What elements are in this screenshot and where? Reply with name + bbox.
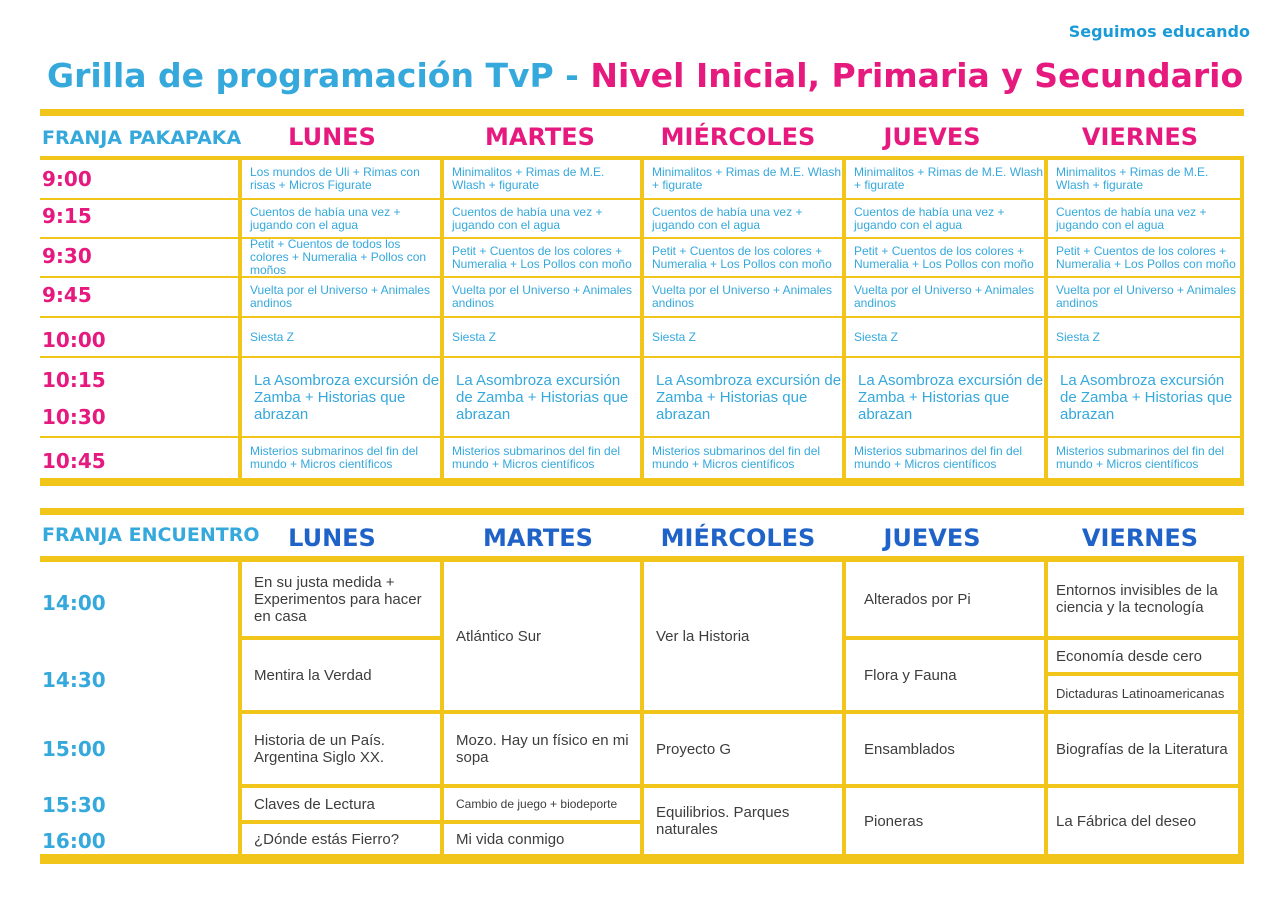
title-part-2: Nivel Inicial, Primaria y Secundario <box>590 56 1244 95</box>
program-cell <box>846 358 1044 436</box>
program-title: Cuentos de había una vez + jugando con el agua <box>250 204 401 232</box>
program-cell <box>644 714 842 784</box>
program-title: Vuelta por el Universo + Animales andinos <box>652 283 832 310</box>
program-title: Cuentos de había una vez + jugando con el agua <box>1056 204 1207 232</box>
program-title: Siesta Z <box>854 329 899 344</box>
program-cell <box>242 239 440 276</box>
program-cell <box>644 200 842 237</box>
program-title: La Asombroza excursión de Zamba + Historias que abrazan <box>858 371 1044 423</box>
pakapaka-time: 10:45 <box>42 449 106 473</box>
program-cell <box>1048 788 1238 854</box>
program-cell <box>444 824 640 854</box>
program-title: Minimalitos + Rimas de M.E. Wlash + figurate <box>652 165 842 192</box>
title-part-1: Grilla de programación TvP - <box>47 56 591 95</box>
program-cell <box>1048 239 1240 276</box>
program-title: Minimalitos + Rimas de M.E. Wlash + figurate <box>452 165 605 192</box>
encuentro-time: 16:00 <box>42 829 106 853</box>
program-title: La Asombroza excursión de Zamba + Historias que abrazan <box>456 371 629 423</box>
program-cell <box>242 714 440 784</box>
program-cell <box>444 562 640 710</box>
program-title: Cuentos de había una vez + jugando con el agua <box>854 204 1005 232</box>
program-cell <box>1048 676 1238 710</box>
program-cell <box>644 278 842 316</box>
program-title: La Asombroza excursión de Zamba + Historias que abrazan <box>656 371 842 423</box>
program-cell <box>444 200 640 237</box>
program-title: Petit + Cuentos de los colores + Numeralia + Los Pollos con moño <box>1056 243 1236 271</box>
pakapaka-day-jueves: JUEVES <box>883 123 981 151</box>
program-title: Misterios submarinos del fin del mundo + Micros científicos <box>652 444 821 471</box>
encuentro-time: 15:00 <box>42 737 106 761</box>
program-title: Vuelta por el Universo + Animales andinos <box>250 283 430 310</box>
program-title: Misterios submarinos del fin del mundo + Micros científicos <box>250 444 419 471</box>
program-cell <box>846 714 1044 784</box>
program-cell <box>242 640 440 710</box>
program-cell <box>644 788 842 854</box>
program-title: Vuelta por el Universo + Animales andinos <box>452 283 632 310</box>
program-title: Petit + Cuentos de todos los colores + Numeralia + Pollos con moños <box>250 239 427 276</box>
program-title: Mi vida conmigo <box>456 830 565 848</box>
program-title: Mentira la Verdad <box>254 666 372 684</box>
program-title: Ensamblados <box>864 740 955 758</box>
program-title: Siesta Z <box>1056 329 1101 344</box>
brand-tagline: Seguimos educando <box>1068 22 1250 41</box>
program-title: Biografías de la Literatura <box>1056 740 1228 758</box>
pakapaka-time: 9:45 <box>42 283 92 307</box>
program-cell <box>846 278 1044 316</box>
pakapaka-time: 9:30 <box>42 244 92 268</box>
program-title: La Fábrica del deseo <box>1056 812 1197 830</box>
program-cell <box>644 160 842 198</box>
program-title: Vuelta por el Universo + Animales andinos <box>854 283 1034 310</box>
program-cell <box>1048 200 1240 237</box>
program-title: Siesta Z <box>250 329 295 344</box>
program-title: Siesta Z <box>652 329 697 344</box>
program-title: La Asombroza excursión de Zamba + Historias que abrazan <box>1060 371 1233 423</box>
program-cell <box>1048 438 1240 478</box>
top-divider-encuentro <box>40 508 1244 515</box>
program-title: Minimalitos + Rimas de M.E. Wlash + figurate <box>1056 165 1209 192</box>
program-title: ¿Dónde estás Fierro? <box>254 830 400 848</box>
program-cell <box>242 438 440 478</box>
program-cell <box>644 318 842 356</box>
program-cell <box>444 239 640 276</box>
program-title: Dictaduras Latinoamericanas <box>1056 685 1225 701</box>
pakapaka-day-miercoles: MIÉRCOLES <box>660 123 816 151</box>
program-title: Mozo. Hay un físico en mi sopa <box>456 732 629 766</box>
program-cell <box>242 318 440 356</box>
program-cell <box>1048 640 1238 672</box>
program-cell <box>846 318 1044 356</box>
program-cell <box>846 438 1044 478</box>
program-title: En su justa medida + Experimentos para hacer en casa <box>254 573 422 625</box>
program-cell <box>1048 160 1240 198</box>
top-divider-pakapaka <box>40 109 1244 116</box>
encuentro-day-miercoles: MIÉRCOLES <box>660 524 816 552</box>
program-cell <box>242 200 440 237</box>
encuentro-grid <box>40 556 1244 864</box>
program-cell <box>644 358 842 436</box>
program-title: Equilibrios. Parques naturales <box>656 804 790 838</box>
encuentro-time: 14:00 <box>42 591 106 615</box>
program-cell <box>242 358 440 436</box>
program-cell <box>242 788 440 820</box>
pakapaka-time: 10:00 <box>42 328 106 352</box>
program-cell <box>242 824 440 854</box>
program-cell <box>444 714 640 784</box>
encuentro-time: 15:30 <box>42 793 106 817</box>
program-title: Misterios submarinos del fin del mundo + Micros científicos <box>854 444 1023 471</box>
program-cell <box>846 562 1044 636</box>
encuentro-day-martes: MARTES <box>483 524 593 552</box>
program-title: Petit + Cuentos de los colores + Numeralia + Los Pollos con moño <box>452 243 632 271</box>
program-title: Proyecto G <box>656 740 732 758</box>
program-title: Atlántico Sur <box>456 627 542 645</box>
program-title: Petit + Cuentos de los colores + Numeralia + Los Pollos con moño <box>854 243 1034 271</box>
program-title: Claves de Lectura <box>254 795 375 813</box>
program-cell <box>444 318 640 356</box>
program-cell <box>846 200 1044 237</box>
program-cell <box>846 640 1044 710</box>
program-title: La Asombroza excursión de Zamba + Historias que abrazan <box>254 371 440 423</box>
program-title: Minimalitos + Rimas de M.E. Wlash + figurate <box>854 165 1044 192</box>
program-cell <box>444 278 640 316</box>
encuentro-day-lunes: LUNES <box>288 524 376 552</box>
program-title: Entornos invisibles de la ciencia y la tecnología <box>1056 582 1218 616</box>
program-cell <box>444 358 640 436</box>
pakapaka-day-lunes: LUNES <box>288 123 376 151</box>
program-cell <box>242 562 440 636</box>
program-title: Cuentos de había una vez + jugando con el agua <box>452 204 603 232</box>
pakapaka-time: 9:15 <box>42 204 92 228</box>
encuentro-time: 14:30 <box>42 668 106 692</box>
franja-pakapaka-label: FRANJA PAKAPAKA <box>42 127 242 149</box>
program-title: Petit + Cuentos de los colores + Numeralia + Los Pollos con moño <box>652 243 832 271</box>
pakapaka-time: 10:30 <box>42 405 106 429</box>
program-cell <box>242 278 440 316</box>
pakapaka-time: 10:15 <box>42 368 106 392</box>
pakapaka-day-martes: MARTES <box>485 123 595 151</box>
pakapaka-day-viernes: VIERNES <box>1081 123 1199 151</box>
program-cell <box>644 562 842 710</box>
program-cell <box>242 160 440 198</box>
program-cell <box>1048 318 1240 356</box>
program-title: Cambio de juego + biodeporte <box>456 796 618 811</box>
program-cell <box>1048 278 1240 316</box>
program-cell <box>1048 714 1238 784</box>
program-title: Flora y Fauna <box>864 666 957 684</box>
program-cell <box>846 239 1044 276</box>
program-title: Economía desde cero <box>1056 647 1202 665</box>
franja-encuentro-label: FRANJA ENCUENTRO <box>42 524 260 546</box>
pakapaka-time: 9:00 <box>42 167 92 191</box>
program-title: Ver la Historia <box>656 627 750 645</box>
encuentro-day-jueves: JUEVES <box>883 524 981 552</box>
program-cell <box>1048 358 1240 436</box>
program-cell <box>444 788 640 820</box>
program-title: Vuelta por el Universo + Animales andinos <box>1056 283 1236 310</box>
program-title: Los mundos de Uli + Rimas con risas + Micros Figurate <box>250 165 420 192</box>
program-cell <box>846 788 1044 854</box>
program-cell <box>444 438 640 478</box>
program-cell <box>444 160 640 198</box>
encuentro-day-viernes: VIERNES <box>1081 524 1199 552</box>
program-title: Cuentos de había una vez + jugando con el agua <box>652 204 803 232</box>
program-cell <box>846 160 1044 198</box>
page-title <box>47 56 1243 95</box>
program-title: Misterios submarinos del fin del mundo + Micros científicos <box>452 444 621 471</box>
program-title: Siesta Z <box>452 329 497 344</box>
program-title: Historia de un País. Argentina Siglo XX. <box>254 732 385 766</box>
program-cell <box>644 438 842 478</box>
program-title: Alterados por Pi <box>864 590 971 608</box>
program-title: Misterios submarinos del fin del mundo + Micros científicos <box>1056 444 1225 471</box>
program-title: Pioneras <box>864 812 924 830</box>
program-cell <box>1048 562 1238 636</box>
program-cell <box>644 239 842 276</box>
